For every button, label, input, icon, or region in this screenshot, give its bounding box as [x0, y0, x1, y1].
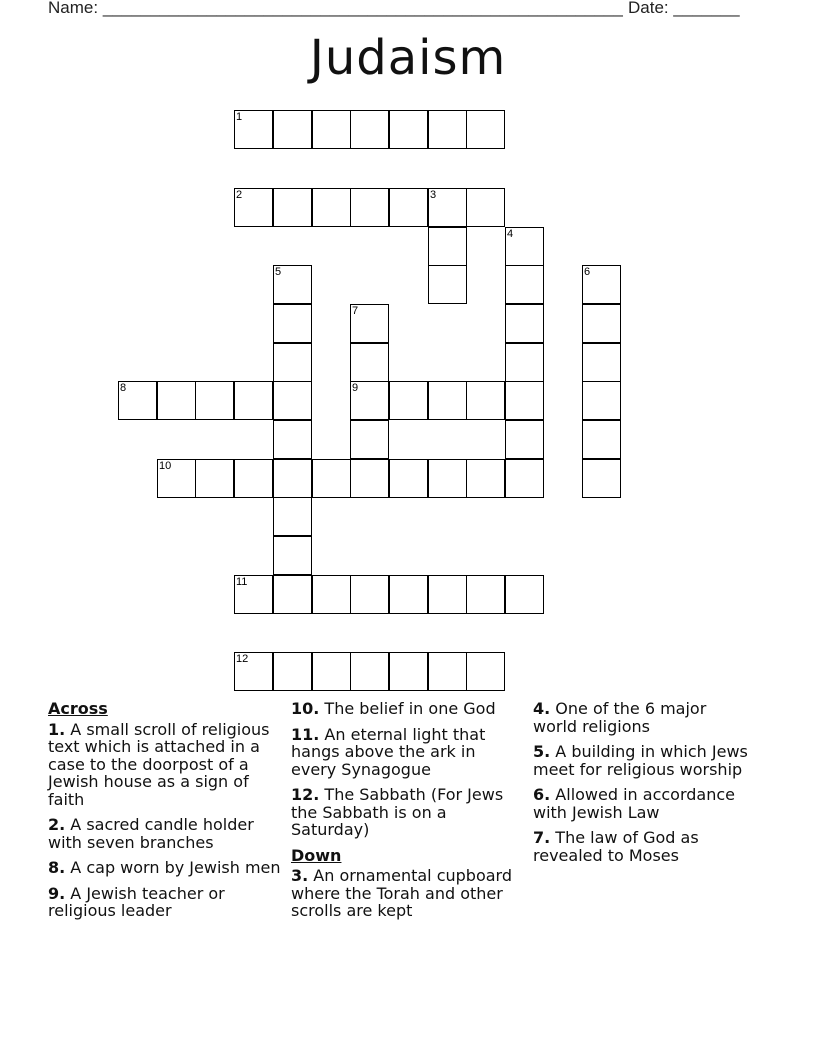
grid-cell[interactable]: [273, 304, 312, 343]
date-line: _______: [673, 0, 740, 17]
grid-cell[interactable]: [466, 188, 505, 227]
grid-cell[interactable]: [195, 459, 234, 498]
clue-number: 5: [275, 266, 282, 278]
clue-number: 11: [236, 576, 248, 588]
name-label: Name:: [48, 0, 99, 17]
clue-number: 9: [352, 382, 359, 394]
clue-number: 6: [584, 266, 591, 278]
grid-cell[interactable]: [350, 188, 389, 227]
clue-across-1: 1. A small scroll of religious text which is attached in a case to the doorpost of a Jewish house as a sign of faith: [48, 719, 270, 809]
clue-across-11: 11. An eternal light that hangs above the ark in every Synagogue: [291, 724, 486, 779]
grid-cell[interactable]: [195, 381, 234, 420]
grid-cell[interactable]: [350, 459, 389, 498]
grid-cell[interactable]: [389, 575, 428, 614]
name-line: _______________________________________________________: [102, 0, 623, 17]
grid-cell[interactable]: [273, 652, 312, 691]
clue-across-9: 9. A Jewish teacher or religious leader: [48, 883, 225, 920]
grid-cell[interactable]: [582, 459, 621, 498]
grid-cell[interactable]: [312, 652, 351, 691]
clue-number: 10: [159, 460, 172, 472]
grid-cell[interactable]: [273, 459, 312, 498]
grid-cell[interactable]: [350, 343, 389, 382]
grid-cell[interactable]: [428, 265, 467, 304]
clue-across-10: 10. The belief in one God: [291, 699, 496, 718]
grid-cell[interactable]: [273, 188, 312, 227]
grid-cell[interactable]: [157, 381, 196, 420]
grid-cell[interactable]: [466, 110, 505, 149]
clues-column-1: [48, 700, 288, 928]
grid-cell[interactable]: [389, 188, 428, 227]
grid-cell[interactable]: [466, 381, 505, 420]
clue-number: 2: [236, 189, 243, 201]
clue-number: 8: [120, 382, 127, 394]
grid-cell[interactable]: [505, 381, 544, 420]
clues-column-2: [291, 700, 523, 928]
grid-cell[interactable]: [273, 381, 312, 420]
grid-cell[interactable]: [582, 420, 621, 459]
clue-number: 7: [352, 305, 359, 317]
grid-cell[interactable]: [312, 459, 351, 498]
grid-cell[interactable]: [428, 110, 467, 149]
clue-number: 3: [430, 189, 437, 201]
grid-cell[interactable]: [505, 343, 544, 382]
grid-cell[interactable]: [505, 265, 544, 304]
grid-cell[interactable]: [234, 381, 273, 420]
grid-cell[interactable]: [312, 188, 351, 227]
grid-cell[interactable]: [505, 575, 544, 614]
grid-cell[interactable]: [466, 459, 505, 498]
clue-across-8: 8. A cap worn by Jewish men: [48, 858, 281, 877]
across-heading: Across: [48, 699, 108, 718]
puzzle-title: Judaism: [309, 30, 507, 86]
grid-cell[interactable]: [466, 652, 505, 691]
grid-cell[interactable]: [273, 575, 312, 614]
grid-cell[interactable]: [582, 381, 621, 420]
grid-cell[interactable]: [428, 227, 467, 266]
date-label: Date:: [628, 0, 669, 17]
down-heading: Down: [291, 845, 342, 865]
grid-cell[interactable]: [582, 343, 621, 382]
clue-across-2: 2. A sacred candle holder with seven branches: [48, 815, 254, 852]
grid-cell[interactable]: [389, 110, 428, 149]
grid-cell[interactable]: [505, 420, 544, 459]
grid-cell[interactable]: [428, 575, 467, 614]
clue-down-5: 5. A building in which Jews meet for religious worship: [533, 742, 748, 779]
grid-cell[interactable]: [350, 420, 389, 459]
grid-cell[interactable]: [273, 497, 312, 536]
clue-number: 12: [236, 653, 249, 665]
grid-cell[interactable]: [389, 459, 428, 498]
grid-cell[interactable]: [428, 459, 467, 498]
grid-cell[interactable]: [466, 575, 505, 614]
grid-cell[interactable]: [273, 343, 312, 382]
grid-cell[interactable]: [389, 381, 428, 420]
grid-cell[interactable]: [350, 652, 389, 691]
grid-cell[interactable]: [350, 575, 389, 614]
clue-down-4: 4. One of the 6 major world religions: [533, 699, 707, 736]
clue-across-12: 12. The Sabbath (For Jews the Sabbath is on a Saturday): [291, 785, 504, 839]
clue-down-3: 3. An ornamental cupboard where the Torah and other scrolls are kept: [291, 866, 512, 920]
grid-cell[interactable]: [505, 459, 544, 498]
grid-cell[interactable]: [428, 652, 467, 691]
grid-cell[interactable]: [582, 304, 621, 343]
grid-cell[interactable]: [273, 110, 312, 149]
grid-cell[interactable]: [273, 420, 312, 459]
grid-cell[interactable]: [389, 652, 428, 691]
clue-number: 4: [507, 228, 514, 240]
clue-down-6: 6. Allowed in accordance with Jewish Law: [533, 785, 735, 822]
grid-cell[interactable]: [350, 110, 389, 149]
grid-cell[interactable]: [273, 536, 312, 575]
grid-cell[interactable]: [312, 575, 351, 614]
grid-cell[interactable]: [312, 110, 351, 149]
clue-down-7: 7. The law of God as revealed to Moses: [533, 828, 699, 865]
grid-cell[interactable]: [505, 304, 544, 343]
clue-number: 1: [236, 111, 243, 123]
grid-cell[interactable]: [428, 381, 467, 420]
grid-cell[interactable]: [234, 459, 273, 498]
clues-column-3: [533, 700, 748, 872]
